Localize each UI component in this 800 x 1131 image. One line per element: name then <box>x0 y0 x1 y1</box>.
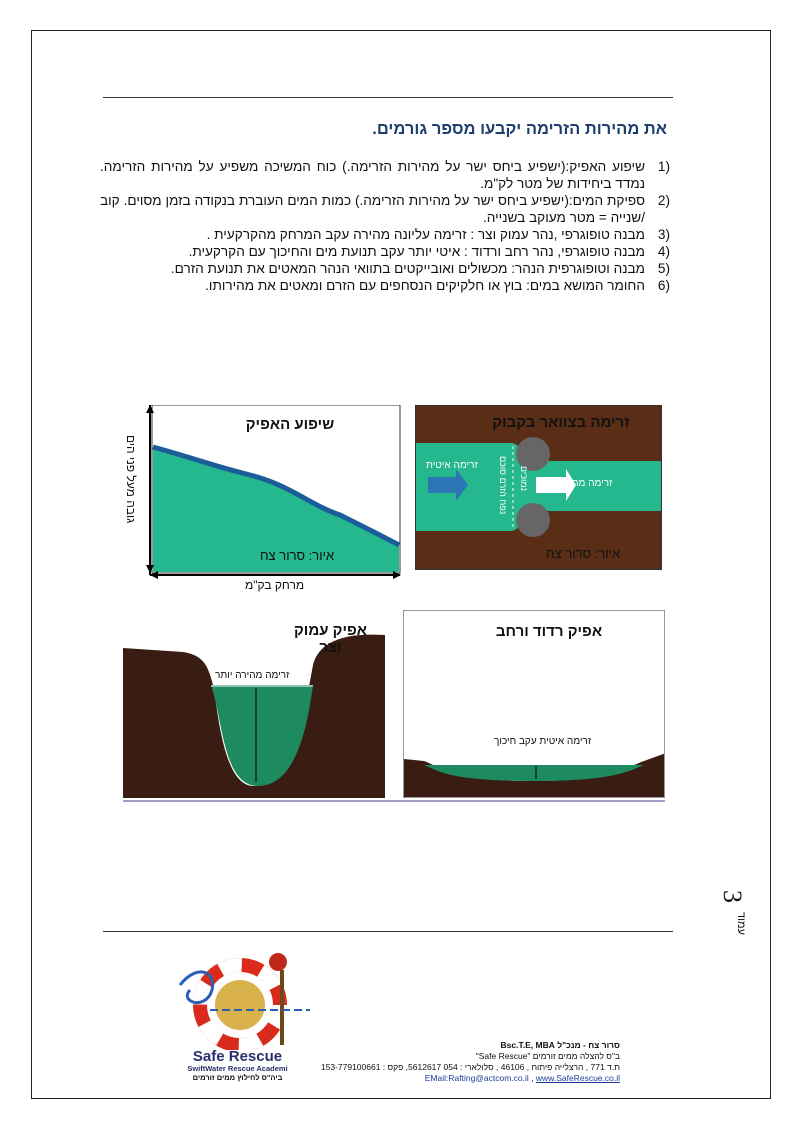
slow-flow-label: זרימה איטית <box>426 460 478 471</box>
factor-text: החומר המושא במים: בוץ או חלקיקים הנסחפים עם הזרם ומאטים את מהירותו. <box>205 278 645 293</box>
factor-number: 2) <box>657 193 670 208</box>
slope-title: שיפוע האפיק <box>245 416 335 433</box>
logo-tagline: SwiftWater Rescue Academi <box>187 1064 288 1073</box>
footer-line2: ב"ס להצלה ממים זורמים "Safe Rescue" <box>475 1051 620 1061</box>
bottleneck-title: זרימה בצוואר בקבוק <box>492 414 630 431</box>
shallow-channel-diagram <box>403 610 665 798</box>
bottleneck-diagram <box>415 405 662 570</box>
section-heading: את מהירות הזרימה יקבעו מספר גורמים. <box>372 120 667 138</box>
shallow-channel-title: אפיק רדוד ורחב <box>495 623 603 640</box>
factor-item <box>100 158 670 192</box>
slope-credit: איור: סרור צח <box>260 548 335 563</box>
factor-item <box>100 277 670 294</box>
factor-item <box>100 243 670 260</box>
factor-number: 1) <box>657 159 670 174</box>
fast-flow-label: זרימה מהירה יותר <box>538 478 613 489</box>
deep-flow-label: זרימה מהירה יותר <box>215 670 290 681</box>
footer-separator: , <box>528 1073 536 1083</box>
footer-links <box>321 1073 620 1084</box>
slope-y-label: גובה מעל פני הים <box>124 435 138 524</box>
top-rule <box>103 97 673 98</box>
factors-list <box>100 158 670 294</box>
footer-line3: ת.ד 771 , הרצלייה פיתוח , 46106 , סלולארי : 054 5612617, פקס : 153-779100661 <box>320 1062 620 1072</box>
slope-graphic <box>120 405 405 595</box>
slope-x-label: מרחק בק"מ <box>245 578 305 592</box>
safe-rescue-logo <box>170 950 315 1085</box>
bottleneck-credit: איור: סרור צח <box>546 546 621 561</box>
factor-item <box>100 192 670 226</box>
factor-number: 4) <box>657 244 670 259</box>
logo-hebrew: ביה"ס לחילוץ ממים זורמים <box>192 1073 283 1082</box>
narrows-label: נמוכים <box>519 466 529 492</box>
footer-email[interactable]: EMail:Rafting@actcom.co.il <box>424 1073 529 1083</box>
factor-text: שיפוע האפיק:(ישפיע ביחס ישר על מהירות הזרימה.) כוח המשיכה משפיע על מהירות הזרימה. נמדד ביחידות של מטר לק"מ. <box>100 159 645 191</box>
factor-number: 6) <box>657 278 670 293</box>
factor-item <box>100 226 670 243</box>
deep-channel-diagram <box>123 610 385 798</box>
shallow-flow-label: זרימה איטית עקב חיכוך <box>494 736 592 747</box>
constriction-label: נפח הזרם סוכם <box>498 456 508 515</box>
slope-diagram <box>120 405 405 595</box>
footer-line1: סרור צח - מנכ"ל Bsc.T.E, MBA <box>500 1040 620 1050</box>
deep-channel-title: אפיק עמוק וצר <box>293 622 367 656</box>
factor-number: 5) <box>657 261 670 276</box>
factor-text: ספיקת המים:(ישפיע ביחס ישר על מהירות הזרימה.) כמות המים העוברת בנקודה בזמן מסוים. קוב /שנייה = מטר מעוקב בשנייה. <box>100 193 645 225</box>
page-number-word: עמוד <box>735 912 747 935</box>
diagram-rule <box>123 800 665 802</box>
factor-text: מבנה וטופוגרפית הנהר: מכשולים ואובייקטים בתוואי הנהר המאטים את תנועת הזרם. <box>170 261 645 276</box>
page-number <box>717 890 767 940</box>
bottom-rule <box>103 931 673 932</box>
page-number-digit: 3 <box>718 890 747 903</box>
logo-brand: Safe Rescue <box>192 1048 283 1065</box>
factor-number: 3) <box>657 227 670 242</box>
factor-text: מבנה טופוגרפי ,נהר עמוק וצר : זרימה עליונה מהירה עקב המרחק מהקרקעית . <box>206 227 645 242</box>
factor-item <box>100 260 670 277</box>
footer-contact <box>321 1040 620 1084</box>
footer-website-link[interactable]: www.SafeRescue.co.il <box>535 1073 620 1083</box>
factor-text: מבנה טופוגרפי, נהר רחב ורדוד : איטי יותר עקב תנועת מים והחיכוך עם הקרקעית. <box>188 244 645 259</box>
logo-graphic <box>170 950 315 1050</box>
